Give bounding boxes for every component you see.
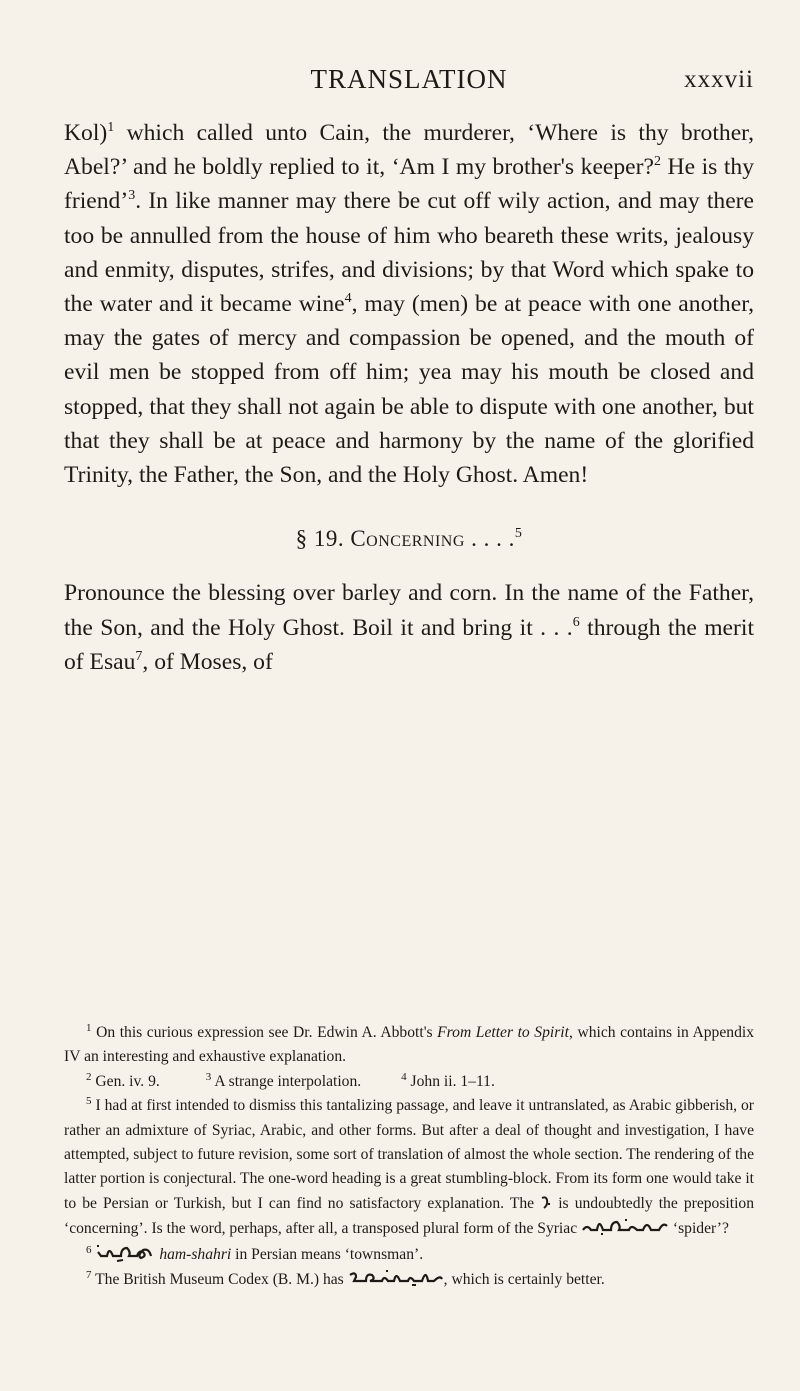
text-run: He is thy friend’ (64, 154, 755, 215)
footnote-row-2-4 (64, 1070, 754, 1094)
footnote-2 (86, 1070, 160, 1090)
main-text (64, 116, 754, 679)
syriac-word-variant-image (348, 1267, 444, 1287)
transliteration: ham-shahri (159, 1245, 232, 1263)
paragraph-2 (64, 576, 754, 679)
text-run: . In like manner may there be cut off wily action, and may there too be annulled from the house of him who beareth these writs, jealousy and enmity, disputes, strifes, and divisions; by that Word which spake to the water and it became wine (64, 188, 754, 318)
footnote-number: 2 (86, 1070, 92, 1083)
footnote-ref-4: 4 (344, 291, 352, 307)
syriac-letter-image (540, 1195, 552, 1211)
text-run: , may (men) be at peace with one another, may the gates of mercy and compassion be opened, and the mouth of evil men be stopped from off him; yea may his mouth be closed and stopped, that they shall not again be able to dispute with one another, but that they shall be at peace and harmony by the name of the glorified Trinity, the Father, the Son, and the Holy Ghost. Amen! (64, 291, 755, 489)
footnote-number: 3 (205, 1070, 212, 1083)
running-header (64, 64, 754, 104)
footnote-1 (64, 1021, 754, 1070)
footnote-text: On this curious expression see Dr. Edwin A. Abbott's (91, 1024, 438, 1041)
footnote-7 (64, 1267, 754, 1292)
footnote-ref-3: 3 (128, 188, 136, 204)
footnote-text: ‘spider’? (669, 1220, 729, 1238)
text-run: , of Moses, of (142, 648, 273, 675)
footnote-text: , which contains in Appendix IV an interesting and exhaustive explanation. (64, 1024, 754, 1066)
footnote-6 (64, 1242, 754, 1267)
footnote-ref-1: 1 (107, 120, 115, 135)
footnote-text: I had at first intended to dismiss this tantalizing passage, and leave it untranslated, as Arabic gibberish, or rather an admixture of Syriac, Arabic, and other forms. But after a deal of thought and investigation, I have attempted, subject to future revision, some sort of translation of almost the whole section. The rendering of the latter portion is conjectural. The one-word heading is a great stumbling-block. From its form one would take it to be Persian or Turkish, but I can find no satisfactory explanation. The (64, 1097, 754, 1212)
text-run: Pronounce the blessing over barley and corn. In the name of the Father, the Son, and the Holy Ghost. Boil it and bring it . . . (64, 580, 754, 641)
footnote-text: , which is certainly better. (443, 1271, 605, 1289)
section-number: § 19. (295, 526, 351, 552)
footnote-text: in Persian means ‘townsman’. (231, 1245, 424, 1263)
footnotes (64, 1021, 754, 1292)
footnote-number: 4 (401, 1070, 407, 1083)
footnote-ref-6: 6 (572, 614, 580, 630)
footnote-text: A strange interpolation. (211, 1072, 362, 1090)
text-run: which called unto Cain, the murderer, ‘Where is thy brother, Abel?’ and he boldly replied to it, ‘Am I my brother's keeper? (64, 120, 754, 181)
footnote-ref-5: 5 (514, 526, 523, 542)
footnote-3 (205, 1070, 362, 1090)
section-heading (64, 522, 754, 556)
syriac-word-ham-shahri-image (95, 1242, 155, 1262)
section-title: Concerning . . . . (350, 526, 515, 552)
footnote-number: 7 (86, 1269, 92, 1282)
paragraph-1 (64, 116, 754, 492)
footnote-ref-7: 7 (135, 648, 143, 664)
footnote-5 (64, 1094, 754, 1241)
footnote-text: The British Museum Codex (B. M.) has (91, 1271, 348, 1289)
footnote-number: 5 (86, 1095, 92, 1108)
running-title: TRANSLATION (310, 64, 508, 94)
book-title: From Letter to Spirit (437, 1024, 569, 1041)
footnote-4 (401, 1070, 495, 1090)
syriac-word-spider-image (581, 1216, 669, 1236)
footnote-number: 6 (86, 1243, 92, 1256)
footnote-text: John ii. 1–11. (406, 1072, 495, 1090)
footnote-text: Gen. iv. 9. (91, 1072, 160, 1090)
page-number: xxxvii (684, 66, 754, 93)
text-run: Kol) (64, 120, 108, 146)
text-run: through the merit of Esau (64, 614, 754, 675)
footnote-ref-2: 2 (654, 154, 661, 170)
footnote-text: is undoubtedly the preposition ‘concerning’. Is the word, perhaps, after all, a transposed plural form of the Syriac (64, 1194, 754, 1238)
footnote-number: 1 (86, 1022, 92, 1034)
